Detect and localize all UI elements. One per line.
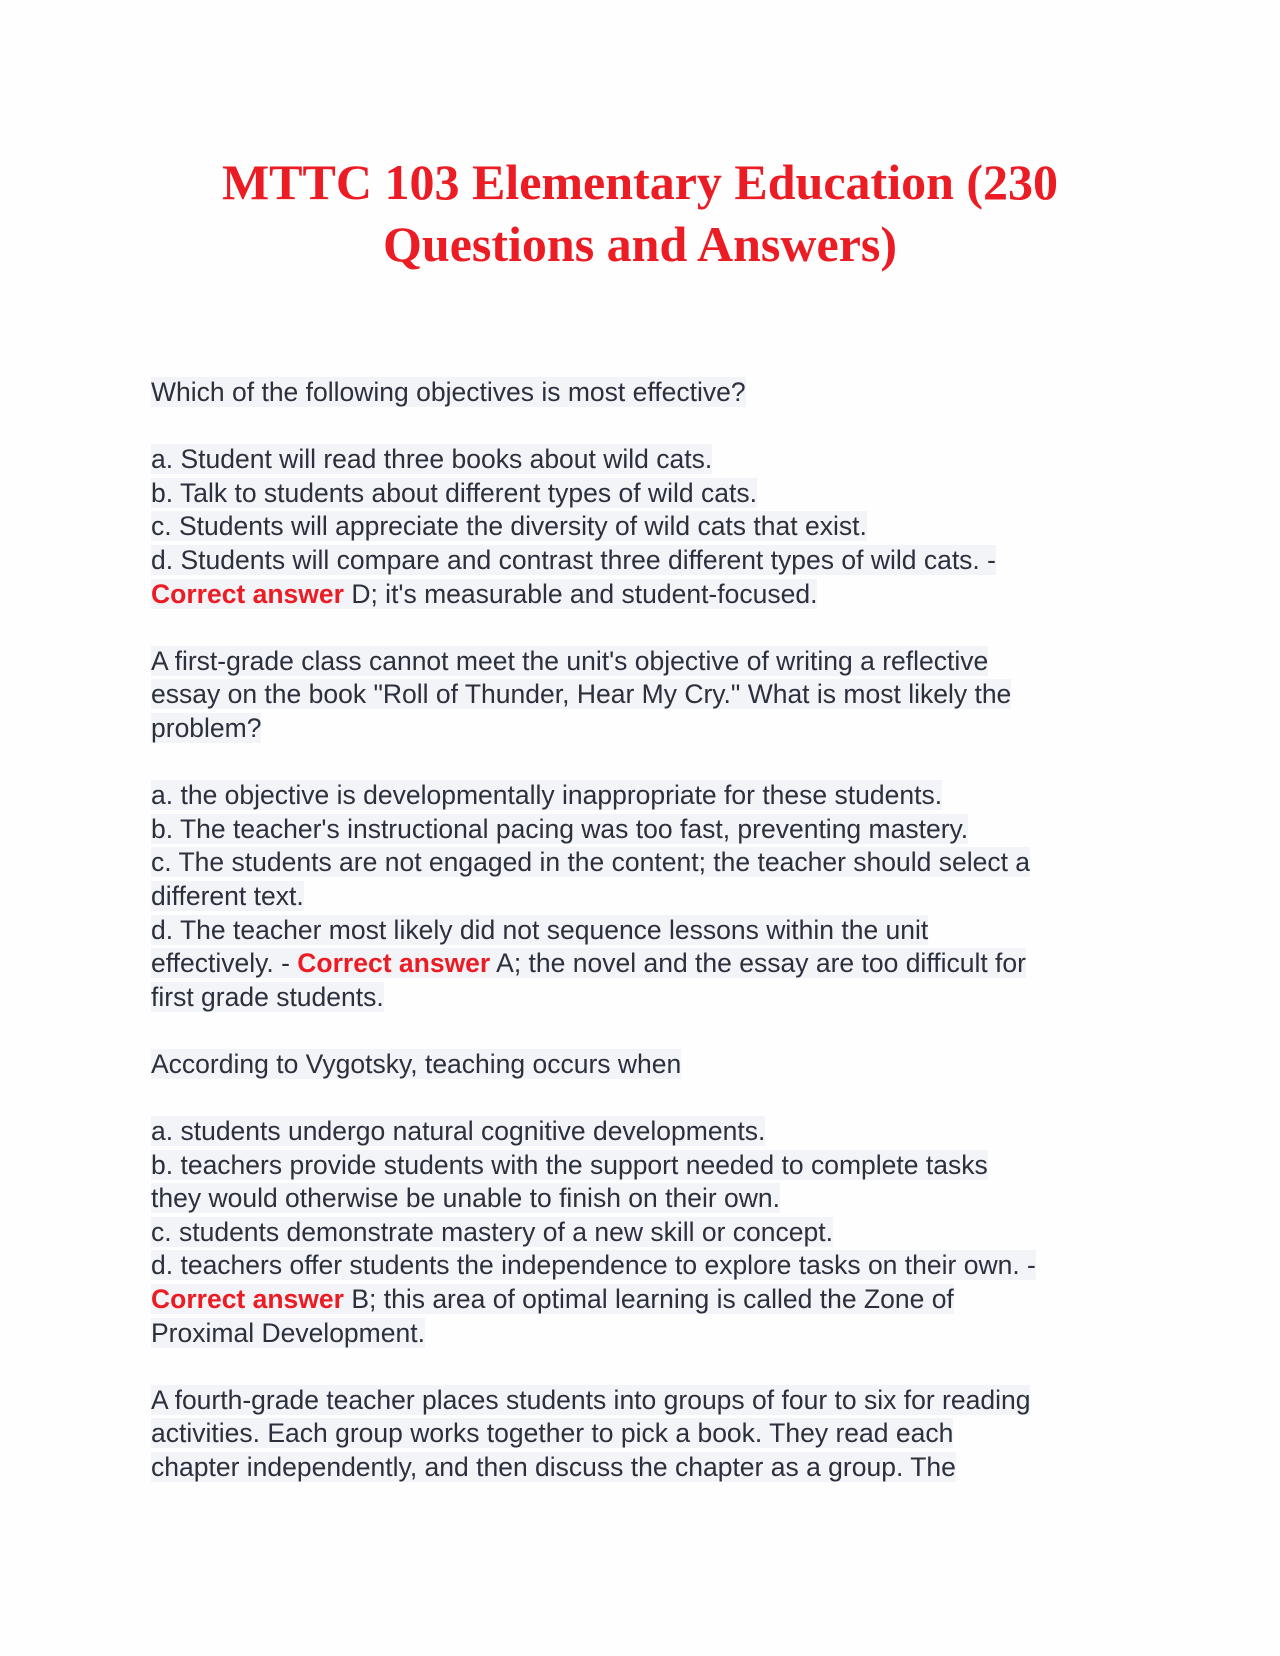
correct-answer-label: Correct answer bbox=[151, 578, 344, 609]
question-stem-text: problem? bbox=[151, 712, 262, 743]
answer-option bbox=[151, 1115, 1141, 1149]
question-block bbox=[151, 1048, 1141, 1384]
correct-answer-label: Correct answer bbox=[151, 1284, 344, 1315]
answer-option bbox=[151, 477, 1141, 511]
question-stem bbox=[151, 678, 1141, 712]
answer-option-text: different text. bbox=[151, 880, 304, 911]
answer-explanation: D; it's measurable and student-focused. bbox=[343, 578, 818, 609]
answer-option bbox=[151, 1249, 1141, 1283]
question-stem bbox=[151, 1384, 1141, 1418]
answer-option bbox=[151, 880, 1141, 914]
question-stem-text: A fourth-grade teacher places students into groups of four to six for reading bbox=[151, 1384, 1031, 1415]
question-stem bbox=[151, 712, 1141, 746]
answer-option bbox=[151, 846, 1141, 880]
answer-option-text: d. teachers offer students the independence to explore tasks on their own. - bbox=[151, 1250, 1036, 1281]
answer-option bbox=[151, 1182, 1141, 1216]
answer-option-text: c. The students are not engaged in the content; the teacher should select a bbox=[151, 847, 1031, 878]
question-stem bbox=[151, 1048, 1141, 1082]
spacer bbox=[151, 1014, 1141, 1048]
answer-explanation-cont bbox=[151, 981, 1141, 1015]
answer-option-text: c. students demonstrate mastery of a new skill or concept. bbox=[151, 1216, 833, 1247]
answer-explanation: A; the novel and the essay are too difficult for bbox=[490, 948, 1026, 979]
answer-option bbox=[151, 443, 1141, 477]
question-block bbox=[151, 376, 1141, 645]
answer-option bbox=[151, 1149, 1141, 1183]
answer-option bbox=[151, 510, 1141, 544]
answer-prefix: effectively. - bbox=[151, 948, 298, 979]
answer-option-text: a. the objective is developmentally inappropriate for these students. bbox=[151, 780, 943, 811]
correct-answer-label: Correct answer bbox=[297, 948, 491, 979]
question-list bbox=[151, 376, 1141, 1485]
question-block bbox=[151, 1384, 1141, 1485]
question-stem-text: chapter independently, and then discuss the chapter as a group. The bbox=[151, 1452, 956, 1482]
answer-option-text: a. students undergo natural cognitive developments. bbox=[151, 1116, 766, 1147]
answer-line bbox=[151, 1283, 1141, 1317]
question-stem bbox=[151, 1417, 1141, 1451]
answer-option bbox=[151, 813, 1141, 847]
answer-option-text: b. teachers provide students with the support needed to complete tasks bbox=[151, 1149, 988, 1180]
answer-option-text: d. The teacher most likely did not sequence lessons within the unit bbox=[151, 914, 929, 945]
answer-option-text: b. The teacher's instructional pacing was too fast, preventing mastery. bbox=[151, 813, 969, 844]
answer-line-text bbox=[151, 1284, 954, 1314]
title-line-1: MTTC 103 Elementary Education (230 bbox=[221, 154, 1059, 210]
answer-line-text bbox=[151, 579, 817, 609]
answer-option bbox=[151, 914, 1141, 948]
answer-option-text: d. Students will compare and contrast three different types of wild cats. - bbox=[151, 544, 996, 575]
answer-explanation-cont bbox=[151, 1317, 1141, 1351]
question-stem-text: A first-grade class cannot meet the unit's objective of writing a reflective bbox=[151, 645, 989, 676]
answer-option bbox=[151, 1216, 1141, 1250]
answer-line bbox=[151, 578, 1141, 612]
question-stem-text: According to Vygotsky, teaching occurs when bbox=[151, 1048, 682, 1079]
answer-explanation: B; this area of optimal learning is called the Zone of bbox=[343, 1284, 954, 1315]
spacer bbox=[151, 410, 1141, 444]
spacer bbox=[151, 746, 1141, 780]
question-stem-text: essay on the book "Roll of Thunder, Hear My Cry." What is most likely the bbox=[151, 679, 1012, 710]
answer-explanation-cont-text: first grade students. bbox=[151, 981, 384, 1012]
question-stem-text: activities. Each group works together to pick a book. They read each bbox=[151, 1418, 954, 1449]
question-stem-text: Which of the following objectives is most effective? bbox=[151, 377, 746, 407]
answer-option bbox=[151, 779, 1141, 813]
answer-option bbox=[151, 544, 1141, 578]
question-stem bbox=[151, 645, 1141, 679]
answer-line bbox=[151, 947, 1141, 981]
answer-option-text: a. Student will read three books about wild cats. bbox=[151, 444, 713, 475]
answer-line-text bbox=[151, 948, 1026, 978]
question-block bbox=[151, 645, 1141, 1048]
spacer bbox=[151, 1081, 1141, 1115]
title-line-2: Questions and Answers) bbox=[383, 216, 897, 272]
answer-explanation-cont-text: Proximal Development. bbox=[151, 1317, 425, 1348]
question-stem bbox=[151, 1451, 1141, 1485]
answer-option-text: they would otherwise be unable to finish on their own. bbox=[151, 1183, 781, 1214]
spacer bbox=[151, 1350, 1141, 1384]
answer-option-text: b. Talk to students about different types of wild cats. bbox=[151, 477, 757, 508]
spacer bbox=[151, 611, 1141, 645]
question-stem bbox=[151, 376, 1141, 410]
answer-option-text: c. Students will appreciate the diversity of wild cats that exist. bbox=[151, 511, 867, 542]
document-title bbox=[100, 151, 1180, 275]
